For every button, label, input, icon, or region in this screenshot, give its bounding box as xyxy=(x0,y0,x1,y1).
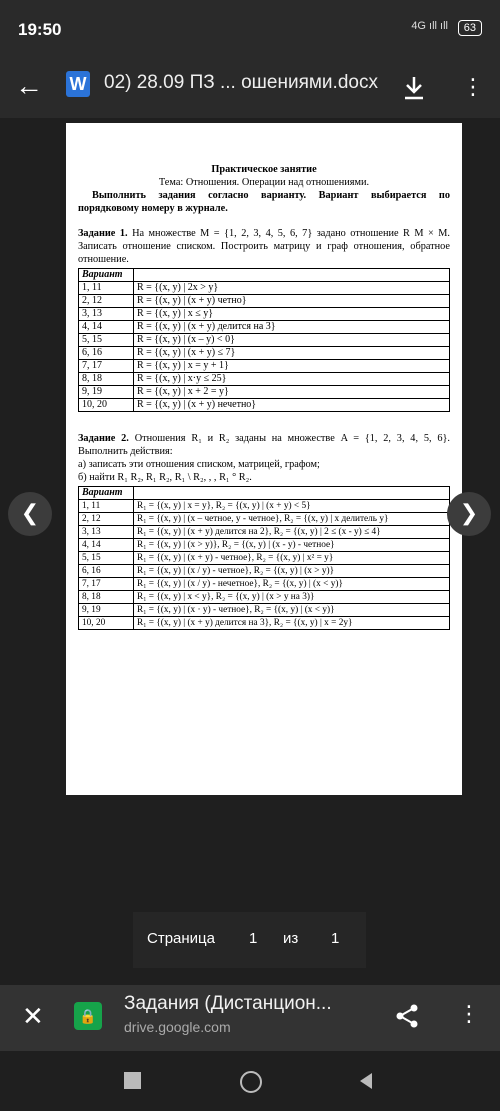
variant-cell: 1, 11 xyxy=(79,500,134,513)
system-nav-bar xyxy=(0,1051,500,1111)
more-vert-icon[interactable]: ⋮ xyxy=(462,74,484,99)
recents-icon[interactable] xyxy=(124,1072,141,1089)
more-vert-icon[interactable]: ⋮ xyxy=(458,1001,480,1026)
table-row xyxy=(79,539,450,552)
table-row xyxy=(79,282,450,295)
table-row xyxy=(79,373,450,386)
task2-line-b: б) найти R₁ R₂, R₁ R₂, R₁ \ R₂, , , R₁ ° R₂. xyxy=(78,472,252,483)
variant-cell: 6, 16 xyxy=(79,565,134,578)
relation-cell: R = {(x, y) | x·y ≤ 25} xyxy=(134,373,450,386)
task1-header: Вариант xyxy=(79,269,134,282)
next-page-button[interactable] xyxy=(447,492,491,536)
variant-cell: 4, 14 xyxy=(79,321,134,334)
relation-cell: R₁ = {(x, y) | x < y}, R₂ = {(x, y) | (x > y на 3)} xyxy=(134,591,450,604)
variant-cell: 8, 18 xyxy=(79,373,134,386)
drive-bar xyxy=(0,985,500,1051)
variant-cell: 10, 20 xyxy=(79,399,134,412)
task2-header: Вариант xyxy=(79,487,134,500)
page-label: Страница xyxy=(147,930,215,947)
variant-cell: 1, 11 xyxy=(79,282,134,295)
task2-paragraph xyxy=(78,432,450,458)
table-row xyxy=(79,617,450,630)
table-row xyxy=(79,513,450,526)
drive-title: Задания (Дистанцион... xyxy=(124,993,332,1014)
task2-text: Отношения R₁ и R₂ заданы на множестве A = {1, 2, 3, 4, 5, 6}. Выполнить действия: xyxy=(78,433,450,457)
variant-cell: 2, 12 xyxy=(79,295,134,308)
lock-icon: 🔒 xyxy=(74,1002,102,1030)
variant-cell: 4, 14 xyxy=(79,539,134,552)
share-icon[interactable] xyxy=(392,1001,422,1031)
relation-cell: R₁ = {(x, y) | (x + y) делится на 3}, R₂ = {(x, y) | x = 2y} xyxy=(134,617,450,630)
variant-cell: 6, 16 xyxy=(79,347,134,360)
table-row xyxy=(79,578,450,591)
status-bar xyxy=(0,0,500,58)
relation-cell: R = {(x, y) | (x + y) нечетно} xyxy=(134,399,450,412)
close-icon[interactable]: ✕ xyxy=(22,1001,44,1031)
doc-instruction: Выполнить задания согласно варианту. Вариант выбирается по порядковому номеру в журнале. xyxy=(78,190,450,214)
task2-label: Задание 2. xyxy=(78,433,129,444)
table-row xyxy=(79,604,450,617)
chevron-right-icon: ❯ xyxy=(459,500,479,525)
table-row xyxy=(79,334,450,347)
relation-cell: R = {(x, y) | x ≤ y} xyxy=(134,308,450,321)
task1-table xyxy=(78,268,450,412)
prev-page-button[interactable] xyxy=(8,492,52,536)
table-row xyxy=(79,360,450,373)
relation-cell: R = {(x, y) | (x + y) ≤ 7} xyxy=(134,347,450,360)
download-icon[interactable] xyxy=(398,72,430,104)
relation-cell: R = {(x, y) | x = y + 1} xyxy=(134,360,450,373)
back-arrow-icon[interactable]: ← xyxy=(15,70,43,101)
doc-heading: Практическое занятие xyxy=(211,164,317,175)
variant-cell: 7, 17 xyxy=(79,360,134,373)
table-row xyxy=(79,386,450,399)
back-icon[interactable] xyxy=(356,1071,376,1091)
relation-cell: R₁ = {(x, y) | (x · y) - четное}, R₂ = {(x, y) | (x < y)} xyxy=(134,604,450,617)
variant-cell: 3, 13 xyxy=(79,308,134,321)
table-row xyxy=(79,308,450,321)
table-row xyxy=(79,500,450,513)
task2-table xyxy=(78,486,450,630)
battery-icon: 63 xyxy=(458,20,482,36)
variant-cell: 9, 19 xyxy=(79,386,134,399)
page-indicator xyxy=(133,912,366,968)
task1-label: Задание 1. xyxy=(78,228,128,239)
table-row xyxy=(79,591,450,604)
relation-cell: R₁ = {(x, y) | (x + y) - четное}, R₂ = {(x, y) | x² = y} xyxy=(134,552,450,565)
page-total: 1 xyxy=(331,930,340,947)
variant-cell: 5, 15 xyxy=(79,334,134,347)
relation-cell: R = {(x, y) | 2x > y} xyxy=(134,282,450,295)
relation-cell: R = {(x, y) | (x + y) четно} xyxy=(134,295,450,308)
word-file-icon: W xyxy=(66,71,90,97)
document-content xyxy=(78,163,450,630)
drive-url: drive.google.com xyxy=(124,1019,231,1035)
task1-text: На множестве M = {1, 2, 3, 4, 5, 6, 7} задано отношение R M × M. Записать отношение списком. Построить матрицу и граф отношения, обратное отношение. xyxy=(78,228,451,265)
table-row xyxy=(79,347,450,360)
table-row xyxy=(79,552,450,565)
page-of-label: из xyxy=(283,930,299,947)
variant-cell: 8, 18 xyxy=(79,591,134,604)
table-row xyxy=(79,526,450,539)
app-bar xyxy=(0,58,500,118)
relation-cell: R₁ = {(x, y) | x = y}, R₂ = {(x, y) | (x + y) < 5} xyxy=(134,500,450,513)
task1-paragraph xyxy=(78,227,450,266)
table-row xyxy=(79,321,450,334)
document-title: 02) 28.09 ПЗ ... ошениями.docx xyxy=(104,72,378,93)
relation-cell: R = {(x, y) | (x + y) делится на 3} xyxy=(134,321,450,334)
doc-topic: Тема: Отношения. Операции над отношениями. xyxy=(158,177,370,188)
variant-cell: 5, 15 xyxy=(79,552,134,565)
relation-cell: R = {(x, y) | (x – y) < 0} xyxy=(134,334,450,347)
variant-cell: 3, 13 xyxy=(79,526,134,539)
variant-cell: 9, 19 xyxy=(79,604,134,617)
signal-icon: 4G ıll ıll xyxy=(411,20,448,32)
variant-cell: 2, 12 xyxy=(79,513,134,526)
page-current: 1 xyxy=(249,930,258,947)
relation-cell: R₁ = {(x, y) | (x > y)}, R₂ = {(x, y) | (x - y) - четное} xyxy=(134,539,450,552)
status-time: 19:50 xyxy=(18,20,62,39)
relation-cell: R = {(x, y) | x + 2 = y} xyxy=(134,386,450,399)
task2-line-a: а) записать эти отношения списком, матрицей, графом; xyxy=(78,459,320,470)
variant-cell: 7, 17 xyxy=(79,578,134,591)
table-row xyxy=(79,399,450,412)
relation-cell: R₁ = {(x, y) | (x / y) - нечетное}, R₂ = {(x, y) | (x < y)} xyxy=(134,578,450,591)
relation-cell: R₁ = {(x, y) | (x – четное, y - четное}, R₂ = {(x, y) | x делитель y} xyxy=(134,513,450,526)
table-row xyxy=(79,295,450,308)
relation-cell: R₁ = {(x, y) | (x + y) делится на 2}, R₂ = {(x, y) | 2 ≤ (x - y) ≤ 4} xyxy=(134,526,450,539)
relation-cell: R₁ = {(x, y) | (x / y) - четное}, R₂ = {(x, y) | (x > y)} xyxy=(134,565,450,578)
table-row xyxy=(79,565,450,578)
variant-cell: 10, 20 xyxy=(79,617,134,630)
home-icon[interactable] xyxy=(240,1071,262,1093)
chevron-left-icon: ❮ xyxy=(20,500,40,525)
document-page xyxy=(66,123,462,795)
